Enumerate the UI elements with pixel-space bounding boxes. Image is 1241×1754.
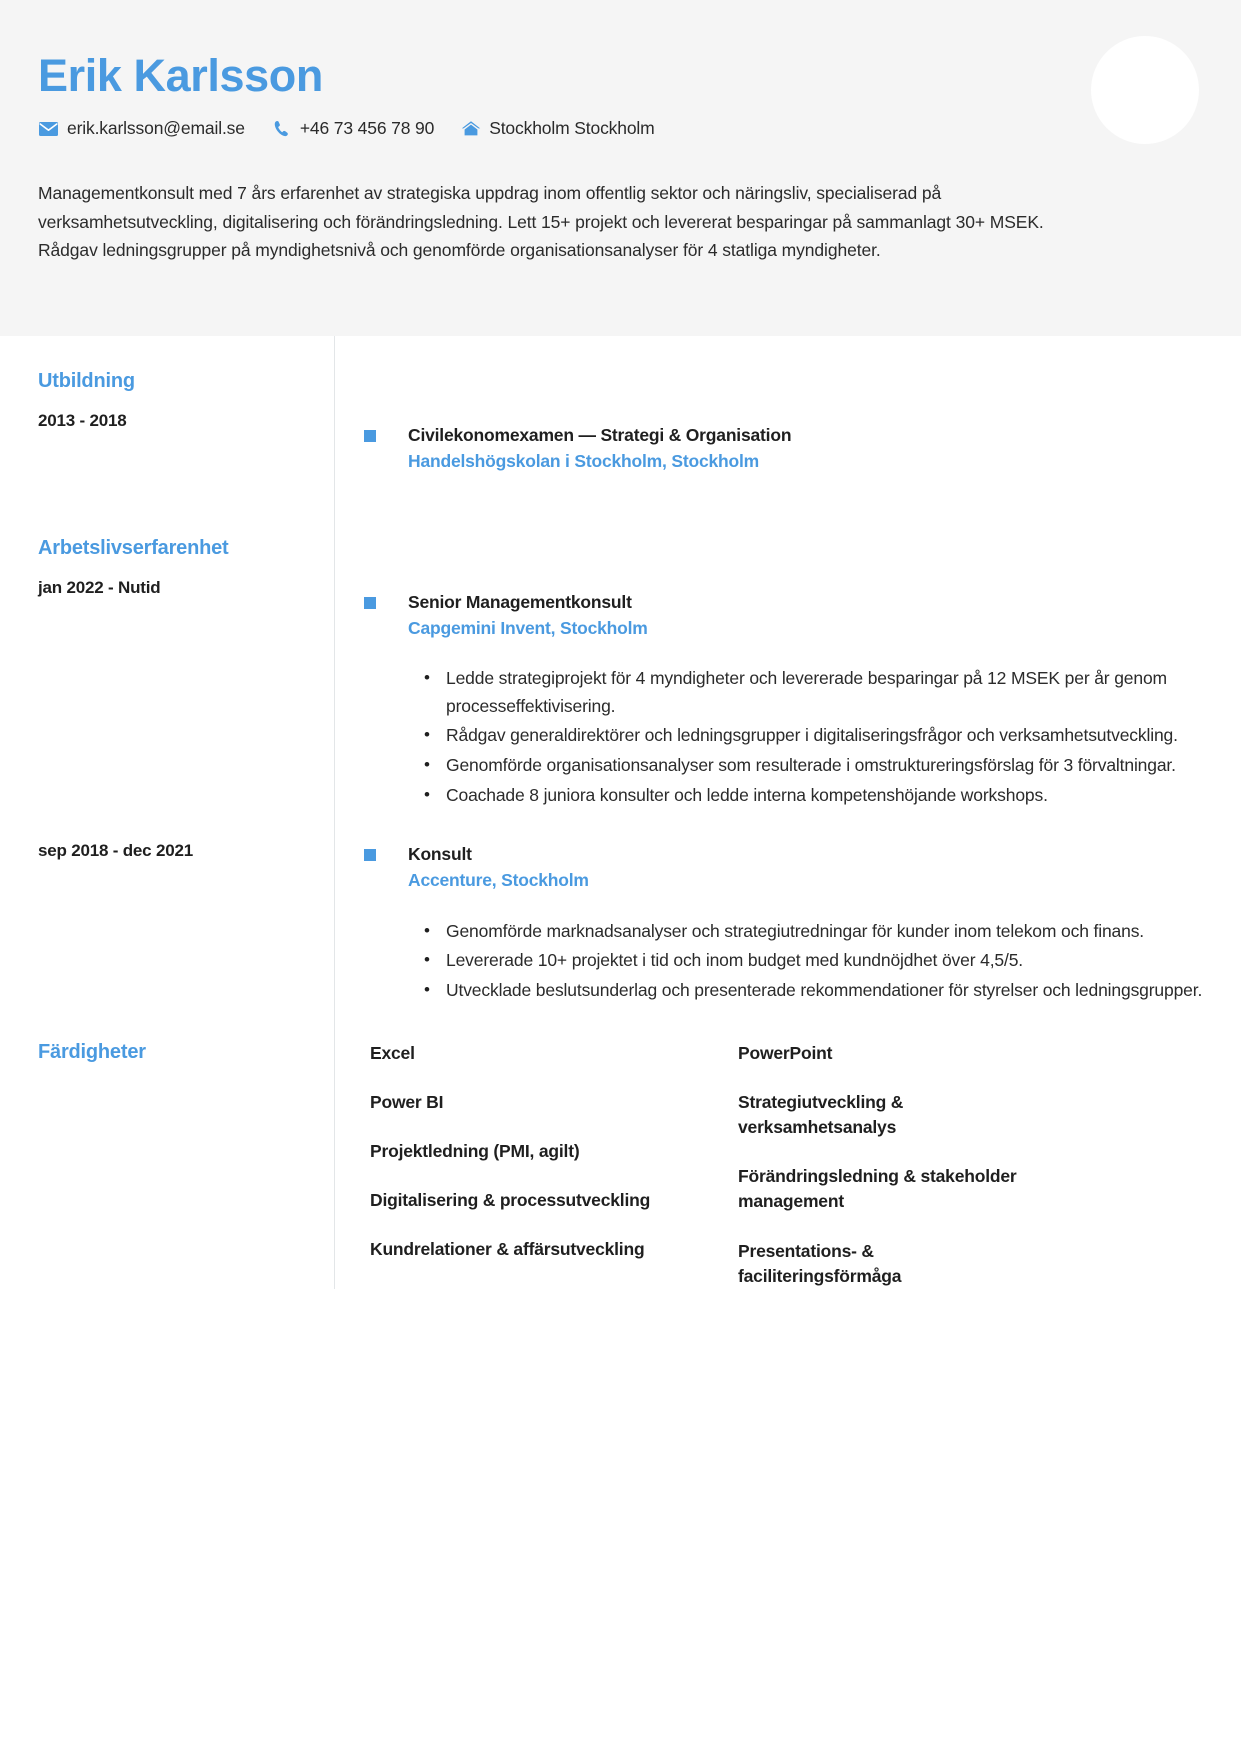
experience-right-col-1 (334, 537, 1241, 812)
education-dates: 2013 - 2018 (38, 411, 127, 430)
contact-phone[interactable] (271, 118, 434, 139)
experience-bullets-1 (408, 665, 1203, 809)
spacer (0, 811, 1241, 841)
experience-left-col (0, 537, 334, 812)
entry-marker-icon (364, 597, 376, 609)
avatar (1091, 36, 1199, 144)
skills-column-2 (738, 1041, 1106, 1289)
skill-item: Projektledning (PMI, agilt) (370, 1141, 580, 1161)
skill-item: Kundrelationer & affärsutveckling (370, 1239, 645, 1260)
skills-right-col (334, 1041, 1241, 1289)
skill-item: Power BI (370, 1091, 444, 1112)
skill-item: Strategiutveckling & verksamhetsanalys (738, 1091, 904, 1137)
section-title-skills: Färdigheter (38, 1040, 146, 1063)
education-right-col (334, 370, 1241, 475)
contact-location-text: Stockholm Stockholm (489, 118, 655, 139)
section-skills (0, 1041, 1241, 1289)
skill-item: Digitalisering & processutveckling (370, 1190, 651, 1211)
section-education (0, 370, 1241, 475)
contact-email[interactable] (38, 118, 245, 139)
experience-dates-1: jan 2022 - Nutid (38, 577, 161, 597)
experience-left-col-2 (0, 841, 334, 1006)
skills-columns (370, 1041, 1203, 1289)
education-entry (370, 422, 1203, 475)
education-school: Handelshögskolan i Stockholm, Stockholm (408, 451, 760, 472)
contact-location[interactable] (460, 118, 654, 139)
experience-entry-2 (370, 841, 1203, 1004)
spacer (0, 475, 1241, 537)
experience-company-1: Capgemini Invent, Stockholm (408, 617, 648, 638)
entry-marker-icon (364, 430, 376, 442)
section-experience (0, 537, 1241, 812)
list-item: • Ledde strategiprojekt för 4 myndigheter och levererade besparingar på 12 MSEK per år genom processeffektivisering. (444, 665, 1203, 720)
experience-right-col-2 (334, 841, 1241, 1006)
education-degree: Civilekonomexamen — Strategi & Organisation (408, 425, 792, 445)
resume-header (0, 0, 1241, 336)
list-item: • Rådgav generaldirektörer och ledningsgrupper i digitaliseringsfrågor och verksamhetsutveckling. (444, 722, 1203, 750)
section-title-experience: Arbetslivserfarenhet (38, 536, 229, 559)
list-item: • Genomförde marknadsanalyser och strategiutredningar för kunder inom telekom och finans. (444, 918, 1203, 946)
page-title: Erik Karlsson (38, 50, 323, 101)
list-item: • Utvecklade beslutsunderlag och presenterade rekommendationer för styrelser och ledningsgrupper. (444, 977, 1203, 1005)
skill-item: PowerPoint (738, 1042, 833, 1063)
list-item: • Levererade 10+ projektet i tid och inom budget med kundnöjdhet över 4,5/5. (444, 947, 1203, 975)
profile-summary: Managementkonsult med 7 års erfarenhet av strategiska uppdrag inom offentlig sektor och näringsliv, specialiserad på verksamhetsutveckling, digitalisering och förändringsledning. Lett 15+ projekt och levererat besparingar på sammanlagt 30+ MSEK. Rådgav ledningsgrupper på myndighetsnivå och genomförde organisationsanalyser för 4 statliga myndigheter. (38, 183, 1044, 261)
experience-dates-2: sep 2018 - dec 2021 (38, 841, 193, 861)
experience-entry-1 (370, 589, 1203, 810)
experience-role-2: Konsult (408, 844, 472, 865)
contact-email-text: erik.karlsson@email.se (67, 118, 245, 139)
experience-role-1: Senior Managementkonsult (408, 591, 632, 612)
skills-column-1 (370, 1041, 738, 1289)
resume-body (0, 336, 1241, 1289)
home-icon (460, 120, 481, 138)
skill-item: Förändringsledning & stakeholder management (738, 1166, 1017, 1212)
contact-phone-text: +46 73 456 78 90 (299, 118, 435, 139)
entry-marker-icon (364, 849, 376, 861)
section-title-education: Utbildning (38, 370, 135, 392)
skill-item: Presentations- & faciliteringsförmåga (738, 1240, 902, 1286)
education-left-col (0, 370, 334, 475)
section-experience-2 (0, 841, 1241, 1006)
contact-row (38, 118, 1203, 139)
list-item: • Genomförde organisationsanalyser som resulterade i omstruktureringsförslag för 3 förvaltningar. (444, 752, 1203, 780)
experience-company-2: Accenture, Stockholm (408, 870, 589, 891)
skills-left-col (0, 1041, 334, 1289)
experience-bullets-2 (408, 918, 1203, 1005)
spacer (0, 1007, 1241, 1041)
envelope-icon (38, 120, 59, 138)
list-item: • Coachade 8 juniora konsulter och ledde interna kompetenshöjande workshops. (444, 782, 1203, 810)
skill-item: Excel (370, 1042, 415, 1063)
phone-icon (271, 120, 292, 138)
